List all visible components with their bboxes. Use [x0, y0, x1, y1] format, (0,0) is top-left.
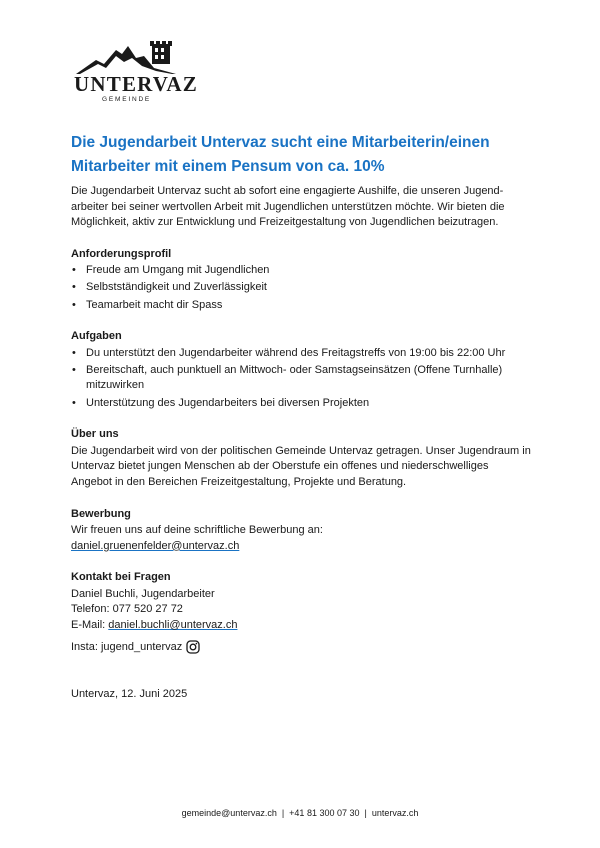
list-item: • Teamarbeit macht dir Spass	[71, 298, 531, 314]
kontakt-name: Daniel Buchli, Jugendarbeiter	[71, 587, 215, 600]
kontakt-phone: Telefon: 077 520 27 72	[71, 603, 183, 616]
list-item: • Unterstützung des Jugendarbeiters bei diversen Projekten	[71, 396, 531, 412]
bewerbung-text: Wir freuen uns auf deine schriftliche Bewerbung an:	[71, 524, 323, 537]
page-footer: gemeinde@untervaz.ch | +41 81 300 07 30 | untervaz.ch	[181, 808, 419, 818]
list-item: • Selbstständigkeit und Zuverlässigkeit	[71, 280, 531, 296]
bewerbung-heading: Bewerbung	[71, 507, 131, 520]
ueber-uns-text: Die Jugendarbeit wird von der politischen Gemeinde Untervaz getragen. Unser Jugendraum in Untervaz bietet jungen Menschen ab der Oberstufe ein offenes und niederschwelliges Angebot in den Bereichen Freizeitgestaltung, Projekte und Beratung.	[71, 444, 531, 488]
gemeinde-logo	[72, 38, 199, 104]
document-body	[71, 184, 531, 703]
kontakt-heading: Kontakt bei Fragen	[71, 571, 171, 584]
list-item: • Du unterstützt den Jugendarbeiter während des Freitagstreffs von 19:00 bis 22:00 Uhr	[71, 346, 531, 362]
logo-name: UNTERVAZ	[74, 72, 199, 96]
kontakt-email-row	[71, 618, 531, 634]
anforderungsprofil-heading: Anforderungsprofil	[71, 247, 172, 260]
list-item: • Bereitschaft, auch punktuell an Mittwoch- oder Samstagseinsätzen (Offene Turnhalle) mitzuwirken	[71, 363, 531, 394]
list-item: • Freude am Umgang mit Jugendlichen	[71, 263, 531, 279]
mountain-castle-logo-icon	[76, 38, 176, 74]
kontakt-email-label: E-Mail:	[71, 619, 109, 632]
bewerbung-email-link[interactable]: daniel.gruenenfelder@untervaz.ch	[71, 539, 240, 552]
ueber-uns-heading: Über uns	[71, 428, 119, 441]
anforderungsprofil-list	[71, 263, 531, 313]
kontakt-email-link[interactable]: daniel.buchli@untervaz.ch	[108, 619, 238, 632]
logo-subtitle: GEMEINDE	[102, 96, 152, 103]
document-date: Untervaz, 12. Juni 2025	[71, 688, 188, 701]
aufgaben-heading: Aufgaben	[71, 330, 122, 343]
insta-row	[71, 640, 531, 656]
aufgaben-list	[71, 346, 531, 411]
intro-paragraph: Die Jugendarbeit Untervaz sucht ab sofort eine engagierte Aushilfe, die unseren Jugend-arbeiter bei seiner wertvollen Arbeit mit Jugendlichen unterstützen möchte. Wir bieten die Möglichkeit, aktiv zur Entwicklung und Freizeitgestaltung von Jugendlichen beizutragen.	[71, 185, 505, 229]
page-title: Die Jugendarbeit Untervaz sucht eine Mitarbeiterin/einen Mitarbeiter mit einem Pensum von ca. 10%	[71, 134, 490, 175]
insta-handle[interactable]: Insta: jugend_untervaz	[71, 640, 183, 653]
instagram-icon[interactable]	[186, 640, 200, 654]
